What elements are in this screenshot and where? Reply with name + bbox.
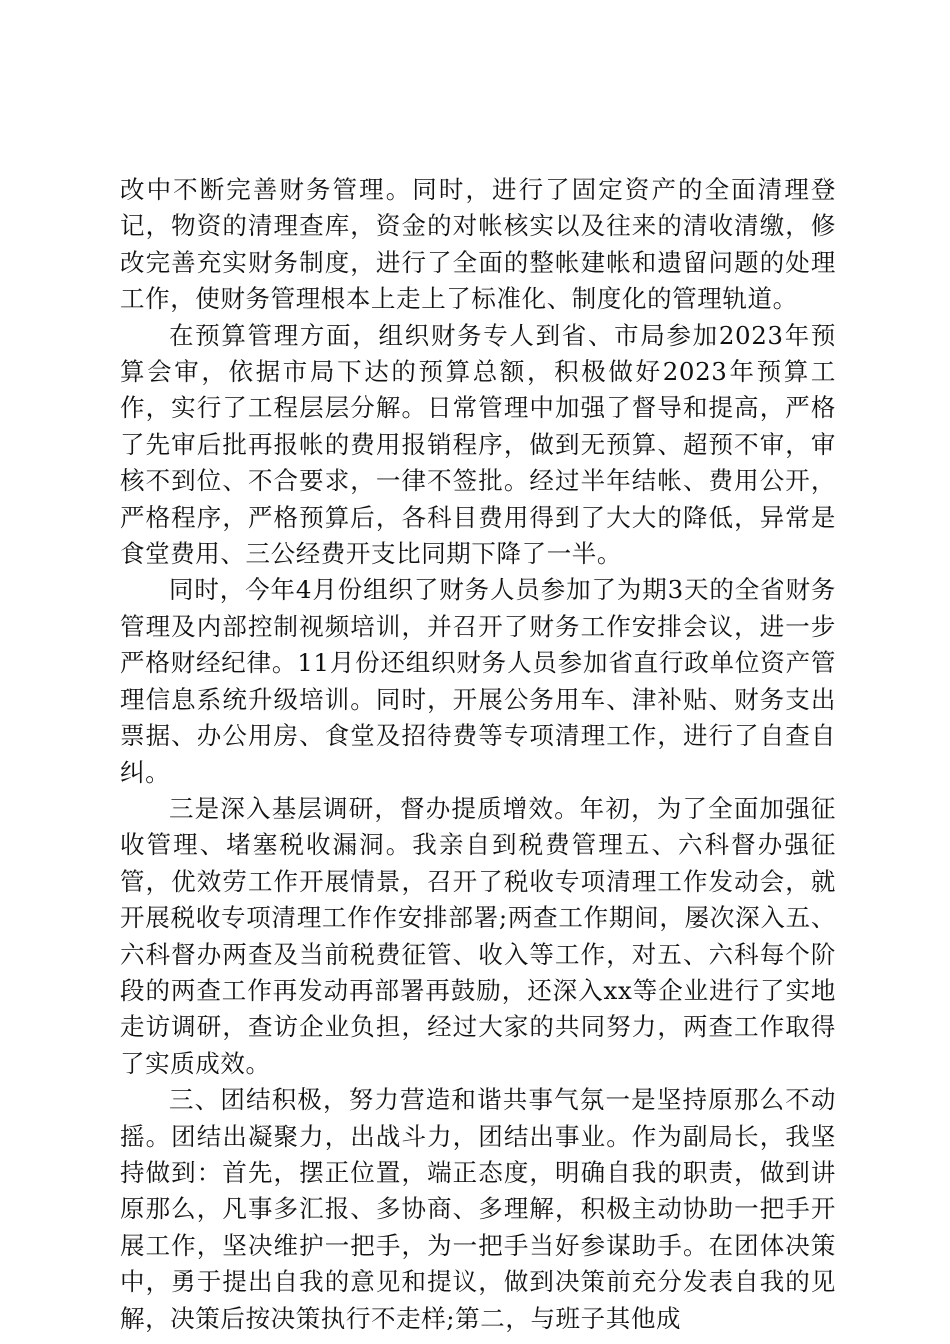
paragraph-field-research: 三是深入基层调研，督办提质增效。年初，为了全面加强征收管理、堵塞税收漏洞。我亲自到税费管理五、六科督办强征管，优效劳工作开展情景，召开了税收专项清理工作发动会，就开展税收专项清理工作作安排部署;两查工作期间，屡次深入五、六科督办两查及当前税费征管、收入等工作，对五、六科每个阶段的两查工作再发动再部署再鼓励，还深入xx等企业进行了实地走访调研，查访企业负担，经过大家的共同努力，两查工作取得了实质成效。 [120, 793, 836, 1078]
paragraph-unity: 三、团结积极，努力营造和谐共事气氛一是坚持原那么不动摇。团结出凝聚力，出战斗力，团结出事业。作为副局长，我坚持做到：首先，摆正位置，端正态度，明确自我的职责，做到讲原那么，凡事多汇报、多协商、多理解，积极主动协助一把手开展工作，坚决维护一把手，为一把手当好参谋助手。在团体决策中，勇于提出自我的意见和提议，做到决策前充分发表自我的见解，决策后按决策执行不走样;第二，与班子其他成 [120, 1085, 836, 1333]
paragraph-training: 同时，今年4月份组织了财务人员参加了为期3天的全省财务管理及内部控制视频培训，并召开了财务工作安排会议，进一步严格财经纪律。11月份还组织财务人员参加省直行政单位资产管理信息系统升级培训。同时，开展公务用车、津补贴、财务支出票据、办公用房、食堂及招待费等专项清理工作，进行了自查自纠。 [120, 575, 836, 787]
document-body [120, 172, 836, 1337]
paragraph-financial-management: 改中不断完善财务管理。同时，进行了固定资产的全面清理登记，物资的清理查库，资金的对帐核实以及往来的清收清缴，修改完善充实财务制度，进行了全面的整帐建帐和遗留问题的处理工作，使财务管理根本上走上了标准化、制度化的管理轨道。 [120, 175, 836, 314]
paragraph-budget-management: 在预算管理方面，组织财务专人到省、市局参加2023年预算会审，依据市局下达的预算总额，积极做好2023年预算工作，实行了工程层层分解。日常管理中加强了督导和提高，严格了先审后批再报帐的费用报销程序，做到无预算、超预不审，审核不到位、不合要求，一律不签批。经过半年结帐、费用公开，严格程序，严格预算后，各科目费用得到了大大的降低，异常是食堂费用、三公经费开支比同期下降了一半。 [120, 320, 836, 569]
